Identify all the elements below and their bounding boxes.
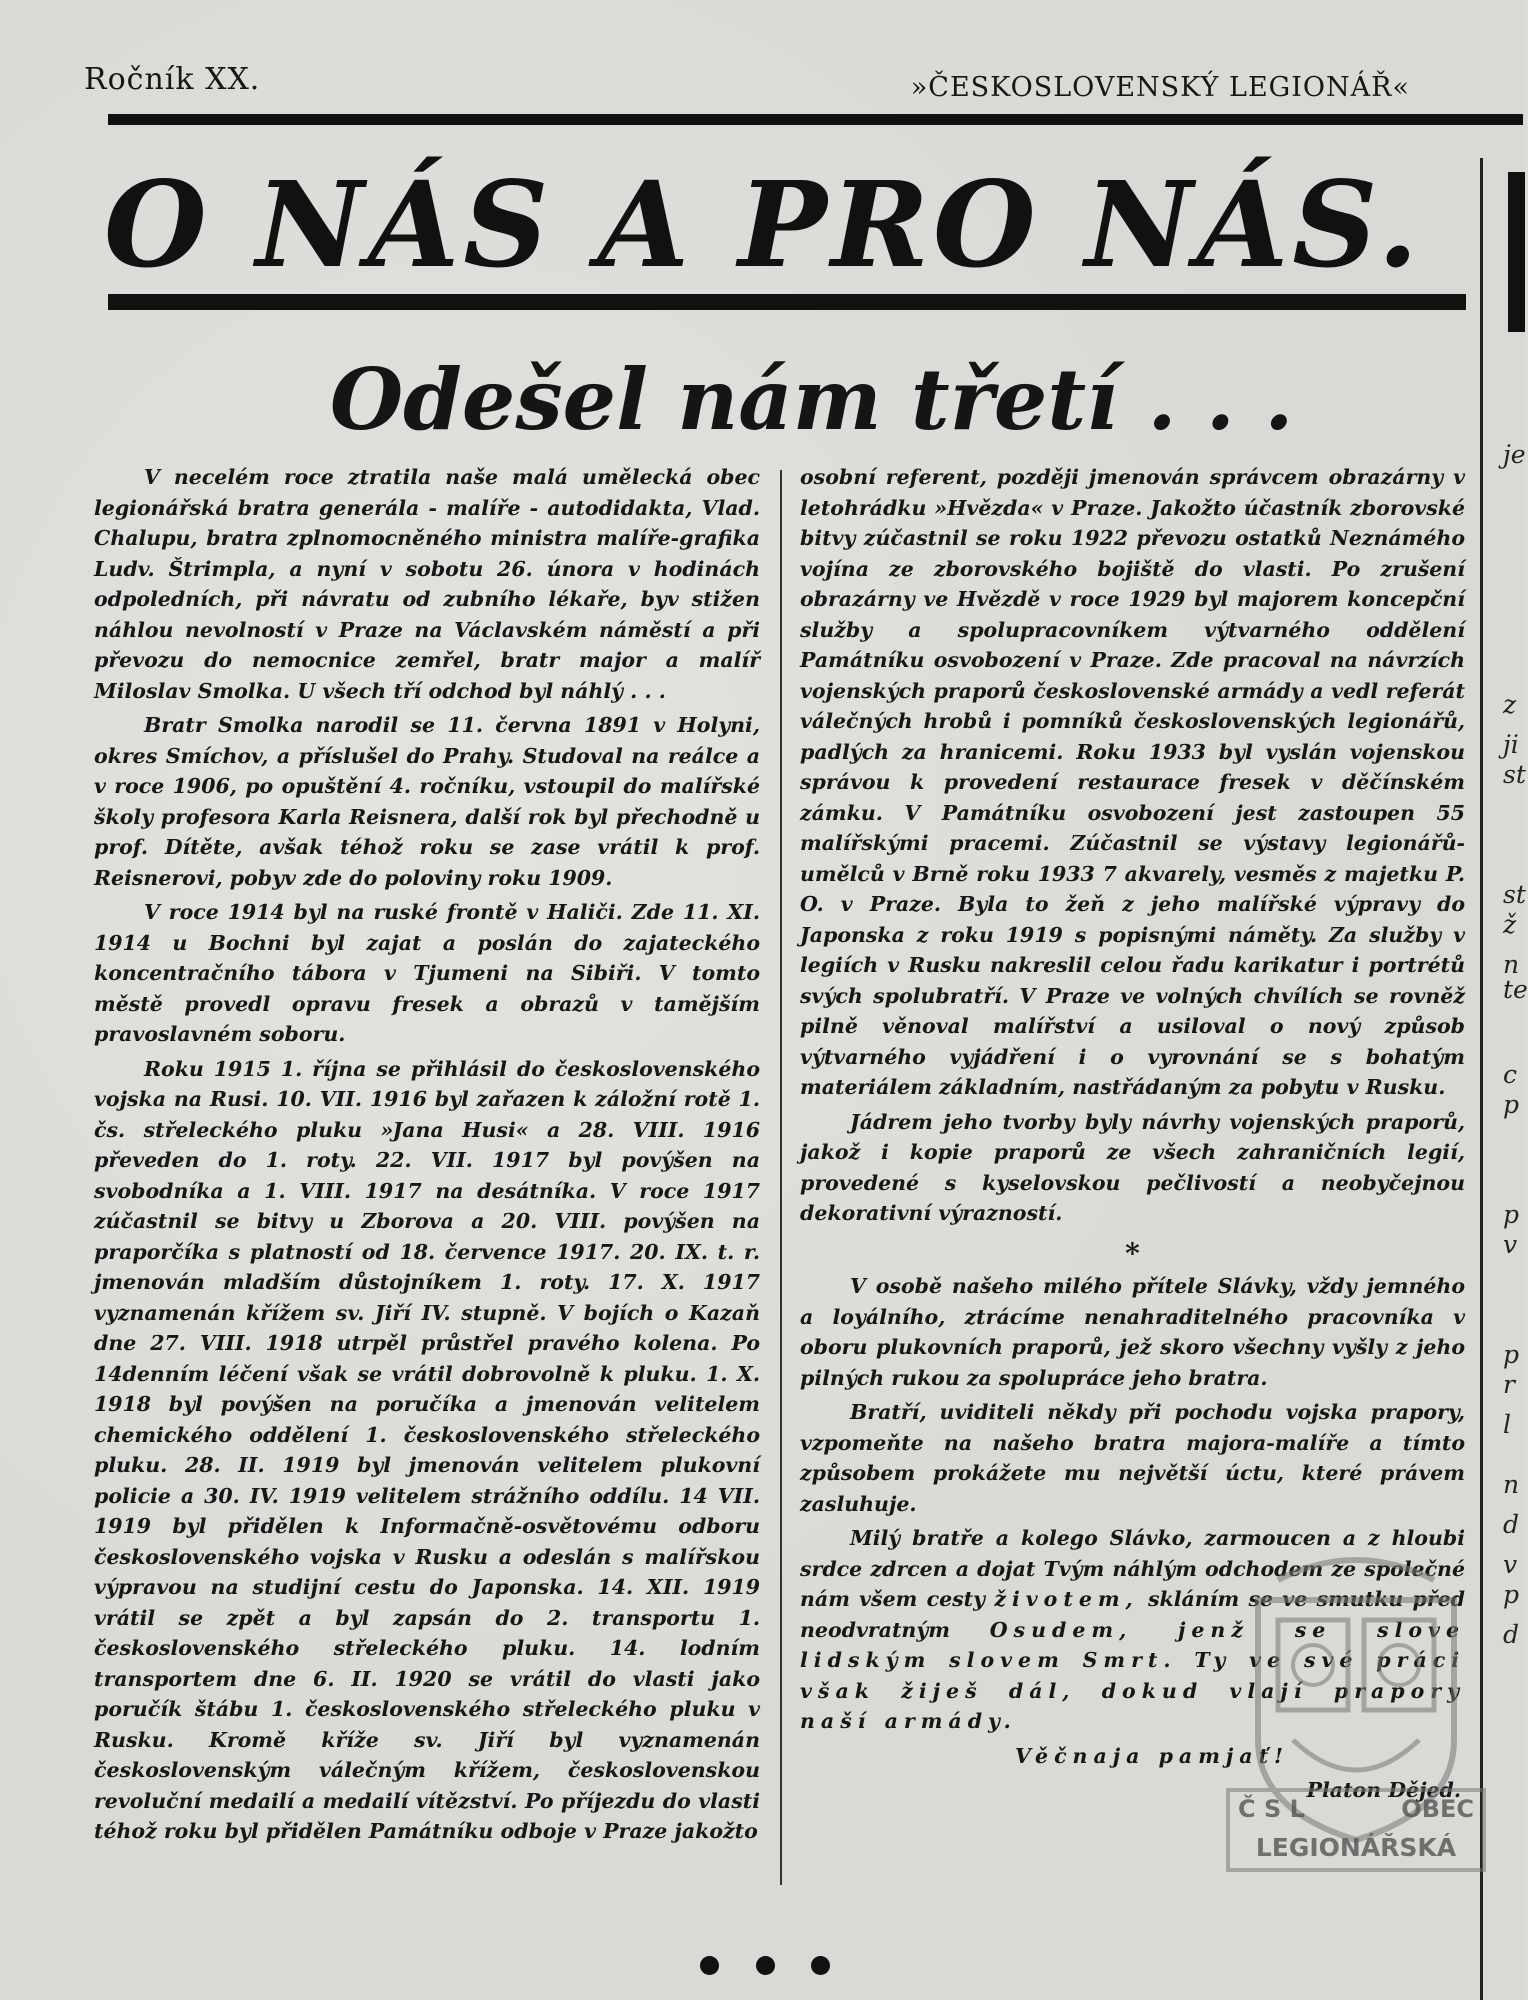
paragraph: V roce 1914 byl na ruské frontě v Haliči. Zde 11. XI. 1914 u Bochni byl zajat a poslán do zajateckého koncentračního tábora v Tjumeni na Sibiři. V tomto městě provedl opravu fresek a obrazů v tamějším pravoslavném soboru.	[94, 900, 760, 1046]
edge-fragment: te	[1503, 975, 1528, 1004]
edge-fragment: p	[1503, 1090, 1520, 1119]
edge-fragment: ji	[1503, 730, 1519, 759]
edge-fragment: d	[1503, 1620, 1520, 1649]
paragraph: Bratří, uviditeli někdy při pochodu vojska prapory, vzpomeňte na našeho bratra majora-malíře a tímto způsobem prokážete mu největší úctu, které právem zasluhuje.	[800, 1400, 1465, 1516]
farewell-text-start: Milý bratře a kolego Slávko, zarmoucen a z hloubi srdce zdrcen a dojat Tvým náhlým odchodem ze společné nám všem cesty	[800, 1526, 1465, 1611]
closing-phrase: Věčnaja pamjať!	[1015, 1743, 1290, 1768]
volume-label: Ročník XX.	[84, 62, 261, 97]
edge-fragment: st	[1503, 760, 1526, 789]
watermark-text-3: LEGIONÁŘSKÁ	[1255, 1833, 1457, 1862]
edge-fragment: d	[1503, 1510, 1520, 1539]
masthead-title: »ČESKOSLOVENSKÝ LEGIONÁŘ«	[910, 72, 1410, 103]
edge-fragment: p	[1503, 1200, 1520, 1229]
paragraph: Bratr Smolka narodil se 11. června 1891 v Holyni, okres Smíchov, a příslušel do Prahy. Studoval na reálce a v roce 1906, po opuštění 4. ročníku, vstoupil do malířské školy profesora Karla Reisnera, další rok byl přechodně u prof. Dítěte, avšak téhož roku se zase vrátil k prof. Reisnerovi, pobyv zde do poloviny roku 1909.	[94, 713, 760, 890]
section-asterisk: *	[1125, 1236, 1140, 1270]
paragraph: osobní referent, později jmenován správcem obrazárny v letohrádku »Hvězda« v Praze. Jakožto účastník zborovské bitvy zúčastnil se roku 1922 převozu ostatků Neznámého vojína ze zborovského bojiště do vlasti. Po zrušení obrazárny ve Hvězdě v roce 1929 byl majorem koncepční služby a spolupracovníkem výtvarného oddělení Památníku osvobození v Praze. Zde pracoval na návrzích vojenských praporů československé armády a vedl referát válečných hrobů i pomníků československých legionářů, padlých za hranicemi. Roku 1933 byl vyslán vojenskou správou k provedení restaurace fresek v děčínském zámku. V Památníku osvobození jest zastoupen 55 malířskými pracemi. Zúčastnil se výstavy legionářů-umělců v Brně roku 1933 7 akvarely, vesměs z majetku P. O. v Praze. Byla to žeň z jeho malířské výpravy do Japonska z roku 1919 s popisnými náměty. Za služby v legiích v Rusku nakreslil celou řadu karikatur i portrétů svých spolubratří. V Praze ve volných chvílích se rovněž pilně věnoval malířství a usiloval o nový způsob výtvarného vyjádření i o vyrovnání se s bohatým materiálem základním, nastřádaným za pobytu v Rusku.	[800, 465, 1465, 1099]
obec-legionarska-watermark	[1218, 1540, 1494, 1880]
ornament-dot	[756, 1956, 775, 1975]
edge-fragment: p	[1503, 1340, 1520, 1369]
edge-fragment: ž	[1503, 910, 1517, 939]
ornament-dot	[700, 1956, 719, 1975]
watermark-text-2: OBEC	[1401, 1795, 1474, 1823]
adjacent-column-block	[1508, 172, 1525, 332]
edge-fragment: n	[1503, 1470, 1520, 1499]
edge-fragment: st	[1503, 880, 1526, 909]
ornament-dot	[811, 1956, 830, 1975]
top-rule	[108, 114, 1523, 125]
edge-fragment: c	[1503, 1060, 1518, 1089]
paragraph: Roku 1915 1. října se přihlásil do československého vojska na Rusi. 10. VII. 1916 byl zařazen k záložní rotě 1. čs. střeleckého pluku »Jana Husi« a 28. VIII. 1916 převeden do 1. roty. 22. VII. 1917 byl povýšen na svobodníka a 1. VIII. 1917 na desátníka. V roce 1917 zúčastnil se bitvy u Zborova a 20. VIII. povýšen na praporčíka s platností od 18. července 1917. 20. IX. t. r. jmenován mladším důstojníkem 1. roty. 17. X. 1917 vyznamenán křížem sv. Jiří IV. stupně. V bojích o Kazaň dne 27. VIII. 1918 utrpěl průstřel pravého kolena. Po 14denním léčení však se vrátil dobrovolně k pluku. 1. X. 1918 byl povýšen na poručíka a jmenován velitelem chemického oddělení 1. československého střeleckého pluku. 28. II. 1919 byl jmenován velitelem plukovní policie a 30. IV. 1919 velitelem strážního oddílu. 14 VII. 1919 byl přidělen k Informačně-osvětovému odboru československého vojska v Rusku a odeslán s malířskou výpravou na studijní cestu do Japonska. 14. XII. 1919 vrátil se zpět a byl zapsán do 2. transportu 1. československého střeleckého pluku. 14. lodním transportem dne 6. II. 1920 se vrátil do vlasti jako poručík štábu 1. československého střeleckého pluku v Rusku. Kromě kříže sv. Jiří byl vyznamenán československým válečným křížem, československou revoluční medailí a medailí vítězství. Po příjezdu do vlasti téhož roku byl přidělen Památníku odboje v Praze jakožto	[94, 1056, 760, 1843]
edge-fragment: je	[1503, 440, 1526, 469]
edge-fragment: l	[1503, 1410, 1511, 1439]
farewell-spaced-word: životem,	[994, 1587, 1139, 1611]
edge-fragment: n	[1503, 950, 1520, 979]
article-headline: Odešel nám třetí . . .	[330, 350, 1294, 449]
paragraph: V necelém roce ztratila naše malá umělecká obec legionářská bratra generála - malíře - autodidakta, Vlad. Chalupu, bratra zplnomocněného ministra malíře-grafika Ludv. Štrimpla, a nyní v sobotu 26. února v hodinách odpoledních, při návratu od zubního lékaře, byv stižen náhlou nevolností v Praze na Václavském náměstí a při převozu do nemocnice zemřel, bratr major a malíř Miloslav Smolka. U všech tří odchod byl náhlý . . .	[94, 465, 760, 703]
farewell-spaced-text: Osudem, jenž se slove lidským slovem Smrt. Ty ve své práci však žiješ dál, dokud vlají prapory naší armády.	[800, 1617, 1466, 1733]
watermark-text-1: Č S L	[1238, 1795, 1305, 1823]
article-column-left	[94, 462, 760, 1851]
end-ornament	[700, 1950, 830, 1980]
farewell-text-mid: skláním se ve smutku před neodvratným	[800, 1587, 1466, 1642]
paragraph: V osobě našeho milého přítele Slávky, vždy jemného a loyálního, ztrácíme nenahraditelného pracovníka v oboru plukovních praporů, jež skoro všechny vyšly z jeho pilných rukou za spolupráce jeho bratra.	[800, 1274, 1465, 1390]
edge-fragment: z	[1503, 690, 1517, 719]
edge-fragment: p	[1503, 1580, 1520, 1609]
column-separator	[780, 470, 782, 1885]
edge-fragment: r	[1503, 1370, 1515, 1399]
section-banner: O NÁS A PRO NÁS.	[104, 155, 1423, 294]
edge-fragment: v	[1503, 1230, 1518, 1259]
author-signature: Platon Dějed.	[1306, 1778, 1461, 1802]
banner-rule	[108, 294, 1466, 310]
paragraph: Jádrem jeho tvorby byly návrhy vojenských praporů, jakož i kopie praporů ze všech zahraničních legií, provedené s kyselovskou pečlivostí a neobyčejnou dekorativní výrazností.	[800, 1109, 1465, 1225]
edge-fragment: v	[1503, 1550, 1518, 1579]
